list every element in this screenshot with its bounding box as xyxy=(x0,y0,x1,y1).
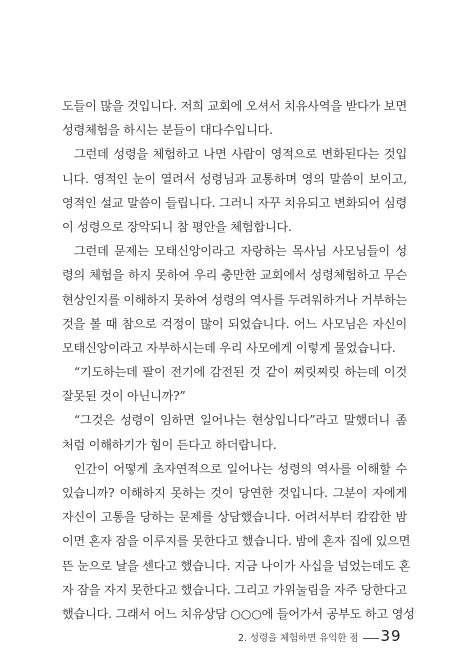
text-line: 니다. 영적인 눈이 열려서 성령님과 교통하며 영의 말씀이 보이고, xyxy=(62,171,407,186)
text-line: “기도하는데 팔이 전기에 감전된 것 같이 찌릿찌릿 하는데 이것 xyxy=(74,365,407,380)
text-line: 령의 체험을 하지 못하여 우리 충만한 교회에서 성령체험하고 무슨 xyxy=(62,268,407,283)
text-line: 자 잠을 자지 못한다고 했습니다. 그리고 가위눌림을 자주 당한다고 xyxy=(62,582,407,597)
text-line: 잘못된 것이 아닌니까?” xyxy=(62,389,186,404)
text-line: 인간이 어떻게 초자연적으로 일어나는 성령의 역사를 이해할 수 xyxy=(74,461,407,476)
chapter-title: 2. 성령을 체험하면 유익한 점 xyxy=(238,633,359,644)
text-line: 그런데 문제는 모태신앙이라고 자랑하는 목사님 사모님들이 성 xyxy=(74,244,407,259)
text-line: 자신이 고통을 당하는 문제를 상담했습니다. 어려서부터 캄캄한 밤 xyxy=(62,510,407,525)
body-text xyxy=(62,94,415,626)
text-line: 뜬 눈으로 날을 센다고 했습니다. 지금 나이가 사십을 넘었는데도 혼 xyxy=(62,558,411,573)
text-line: 현상인지를 이해하지 못하여 성령의 역사를 두려워하거나 거부하는 xyxy=(62,292,408,307)
text-line: 성령체험을 하시는 분들이 대다수입니다. xyxy=(62,123,273,138)
text-line: 도들이 많을 것입니다. 저희 교회에 오셔서 치유사역을 받다가 보면 xyxy=(62,99,407,113)
text-line: 그런데 성령을 체험하고 나면 사람이 영적으로 변화된다는 것입 xyxy=(74,147,407,162)
text-line: 것을 볼 때 참으로 걱정이 많이 되었습니다. 어느 사모님은 자신이 xyxy=(62,316,407,331)
text-line: “그것은 성령이 임하면 일어나는 현상입니다”라고 말했더니 좀 xyxy=(74,413,407,428)
text-line: 모태신앙이라고 자부하시는데 우리 사모에게 이렇게 물었습니다. xyxy=(62,340,396,355)
text-line: 했습니다. 그래서 어느 치유상담 ○○○에 들어가서 공부도 하고 영성 xyxy=(62,606,415,621)
page-footer xyxy=(238,626,408,645)
text-line: 이면 혼자 잠을 이루지를 못한다고 했습니다. 밤에 혼자 집에 있으면 xyxy=(62,534,411,549)
text-line: 처럼 이해하기가 힘이 든다고 하더랍니다. xyxy=(62,437,277,452)
footer-rule xyxy=(363,638,379,639)
text-line: 있습니까? 이해하지 못하는 것이 당연한 것입니다. 그분이 자에게 xyxy=(62,486,407,500)
page-number: 39 xyxy=(380,627,402,645)
text-line: 이 성령으로 장악되니 참 평안을 체험합니다. xyxy=(62,219,292,234)
text-line: 영적인 설교 말씀이 들립니다. 그러니 자꾸 치유되고 변화되어 심령 xyxy=(62,195,407,210)
